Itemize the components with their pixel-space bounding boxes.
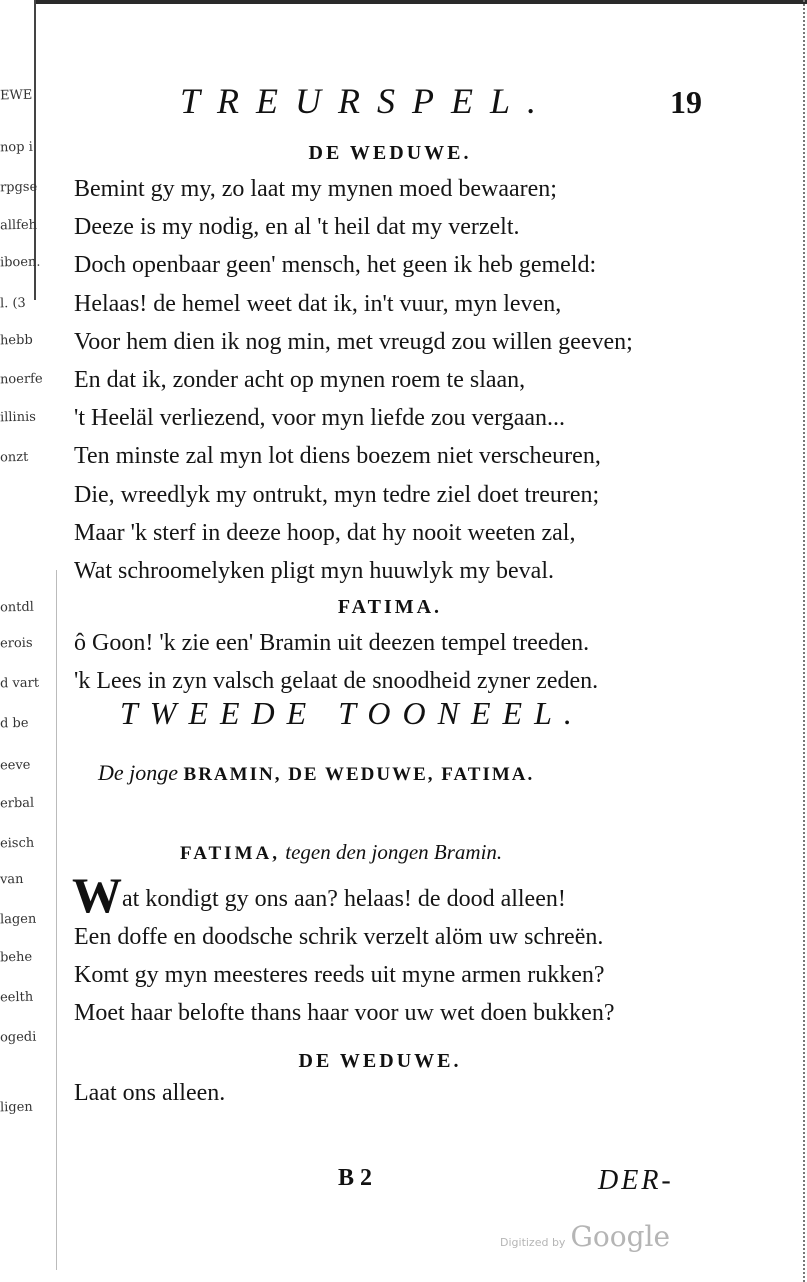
bleed-text: l. (3 xyxy=(0,295,26,312)
verse-line: Deeze is my nodig, en al 't heil dat my verzelt. xyxy=(74,214,520,241)
verse-first-line xyxy=(122,880,722,918)
speaker-de-weduwe: DE WEDUWE. xyxy=(308,142,472,164)
verse-line: Die, wreedlyk my ontrukt, myn tedre ziel doet treuren; xyxy=(74,481,600,508)
drop-cap: W xyxy=(72,867,122,923)
speaker-de-weduwe-2: DE WEDUWE. xyxy=(298,1050,462,1072)
direction-text: tegen den jongen Bramin. xyxy=(285,840,503,864)
bleed-text: ontdl xyxy=(0,599,35,616)
verse-line: Laat ons alleen. xyxy=(74,1080,226,1106)
cast-names: BRAMIN, DE WEDUWE, FATIMA. xyxy=(183,764,535,785)
verse-line: Helaas! de hemel weet dat ik, in't vuur, myn leven, xyxy=(74,290,562,317)
verse-line: Ten minste zal myn lot diens boezem niet verscheuren, xyxy=(74,443,601,470)
verse-line: at kondigt gy ons aan? helaas! de dood alleen! xyxy=(122,886,566,912)
bleed-text: lagen xyxy=(0,911,37,928)
cast-prefix: De jonge xyxy=(98,760,179,785)
page-edge-right xyxy=(803,0,805,1282)
verse-line: Een doffe en doodsche schrik verzelt alöm uw schreën. xyxy=(74,924,604,950)
speech-de-weduwe-2 xyxy=(74,1074,714,1112)
bleed-text: illinis xyxy=(0,409,36,426)
verse-line: En dat ik, zonder acht op mynen roem te slaan, xyxy=(74,366,526,393)
running-head: TREURSPEL. xyxy=(180,81,553,121)
bleed-text: behe xyxy=(0,949,33,966)
bleed-text: van xyxy=(0,871,24,888)
verse-line: ô Goon! 'k zie een' Bramin uit deezen tempel treeden. xyxy=(74,630,590,656)
verse-line: Wat schroomelyken pligt myn huuwlyk my beval. xyxy=(74,557,554,584)
bleed-text: erbal xyxy=(0,795,35,812)
bleed-text: d be xyxy=(0,715,29,732)
stage-direction xyxy=(180,840,502,865)
verse-line: Maar 'k sterf in deeze hoop, dat hy nooit weeten zal, xyxy=(74,519,576,546)
page-edge-top xyxy=(36,0,807,10)
watermark-brand: Google xyxy=(570,1220,671,1253)
speaker-fatima: FATIMA. xyxy=(337,596,443,618)
verse-line: 'k Lees in zyn valsch gelaat de snoodheid zyner zeden. xyxy=(74,668,599,695)
verse-line: Doch openbaar geen' mensch, het geen ik heb gemeld: xyxy=(74,252,597,279)
bleed-text: onzt xyxy=(0,449,29,466)
page-gutter-line xyxy=(56,570,57,1270)
bleed-text: EWE xyxy=(0,87,33,104)
verse-line: Komt gy myn meesteres reeds uit myne armen rukken? xyxy=(74,962,605,989)
verse-line: Bemint gy my, zo laat my mynen moed bewaaren; xyxy=(74,176,557,202)
bleed-text: nop i xyxy=(0,139,33,156)
scene-cast xyxy=(98,760,534,786)
bleed-text: allfeh xyxy=(0,217,38,234)
bleed-text: eeve xyxy=(0,757,31,774)
speech-de-weduwe xyxy=(74,170,714,590)
verse-line: Voor hem dien ik nog min, met vreugd zou willen geeven; xyxy=(74,328,633,355)
bleed-text: noerfe xyxy=(0,371,43,388)
digitized-watermark xyxy=(500,1220,670,1253)
verse-line: 't Heeläl verliezend, voor myn liefde zou vergaan... xyxy=(74,405,566,432)
bleed-text: d vart xyxy=(0,675,40,692)
bleed-text: rpgse xyxy=(0,179,38,196)
watermark-prefix: Digitized by xyxy=(500,1236,566,1249)
speech-fatima-2 xyxy=(74,918,714,1033)
scene-title: TWEEDE TOONEEL. xyxy=(120,695,584,731)
bleed-text: erois xyxy=(0,635,33,652)
bleed-text: iboen. xyxy=(0,254,41,271)
speaker-fatima-2: FATIMA, xyxy=(180,843,280,864)
bleed-text: hebb xyxy=(0,332,33,349)
page-number: 19 xyxy=(670,84,702,120)
signature-mark: B 2 xyxy=(338,1165,373,1191)
speech-fatima xyxy=(74,624,714,700)
bleed-text: eelth xyxy=(0,989,34,1006)
catchword: DER- xyxy=(598,1165,674,1196)
bleed-text: ogedi xyxy=(0,1029,37,1046)
bleed-text: eisch xyxy=(0,835,35,852)
verse-line: Moet haar belofte thans haar voor uw wet doen bukken? xyxy=(74,1000,615,1027)
bleed-text: ligen xyxy=(0,1099,33,1116)
